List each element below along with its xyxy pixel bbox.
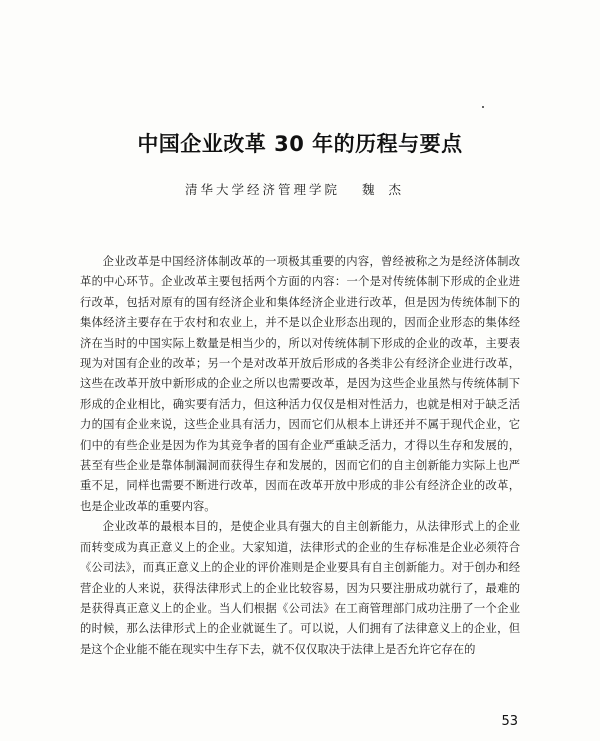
author-name: 魏杰	[362, 182, 416, 197]
page-number: 53	[501, 714, 518, 729]
byline	[0, 180, 600, 198]
article-body	[80, 252, 520, 660]
affiliation: 清华大学经济管理学院	[184, 182, 340, 197]
article-title: 中国企业改革 30 年的历程与要点	[137, 132, 463, 156]
paragraph: 企业改革的最根本目的，是使企业具有强大的自主创新能力，从法律形式上的企业而转变成为真正意义上的企业。大家知道，法律形式的企业的生存标准是企业必须符合《公司法》，而真正意义上的企业的评价准则是企业要具有自主创新能力。对于创办和经营企业的人来说，获得法律形式上的企业比较容易，因为只要注册成功就行了，最难的是获得真正意义上的企业。当人们根据《公司法》在工商管理部门成功注册了一个企业的时候，那么法律形式上的企业就诞生了。可以说，人们拥有了法律意义上的企业，但是这个企业能不能在现实中生存下去，就不仅仅取决于法律上是否允许它存在的	[80, 520, 520, 656]
paragraph: 企业改革是中国经济体制改革的一项极其重要的内容，曾经被称之为是经济体制改革的中心环节。企业改革主要包括两个方面的内容：一个是对传统体制下形成的企业进行改革，包括对原有的国有经济企业和集体经济企业进行改革，但是因为传统体制下的集体经济主要存在于农村和农业上，并不是以企业形态出现的，因而企业形态的集体经济在当时的中国实际上数量是相当少的，所以对传统体制下形成的企业的改革，主要表现为对国有企业的改革；另一个是对改革开放后形成的各类非公有经济企业进行改革，这些在改革开放中新形成的企业之所以也需要改革，是因为这些企业虽然与传统体制下形成的企业相比，确实要有活力，但这种活力仅仅是相对性活力，也就是相对于缺乏活力的国有企业来说，这些企业具有活力，因而它们从根本上讲还并不属于现代企业，它们中的有些企业是因为作为其竞争者的国有企业严重缺乏活力，才得以生存和发展的，甚至有些企业是靠体制漏洞而获得生存和发展的，因而它们的自主创新能力实际上也严重不足，同样也需要不断进行改革，因而在改革开放中形成的非公有经济企业的改革，也是企业改革的重要内容。	[80, 255, 520, 513]
scan-speck	[482, 106, 484, 108]
